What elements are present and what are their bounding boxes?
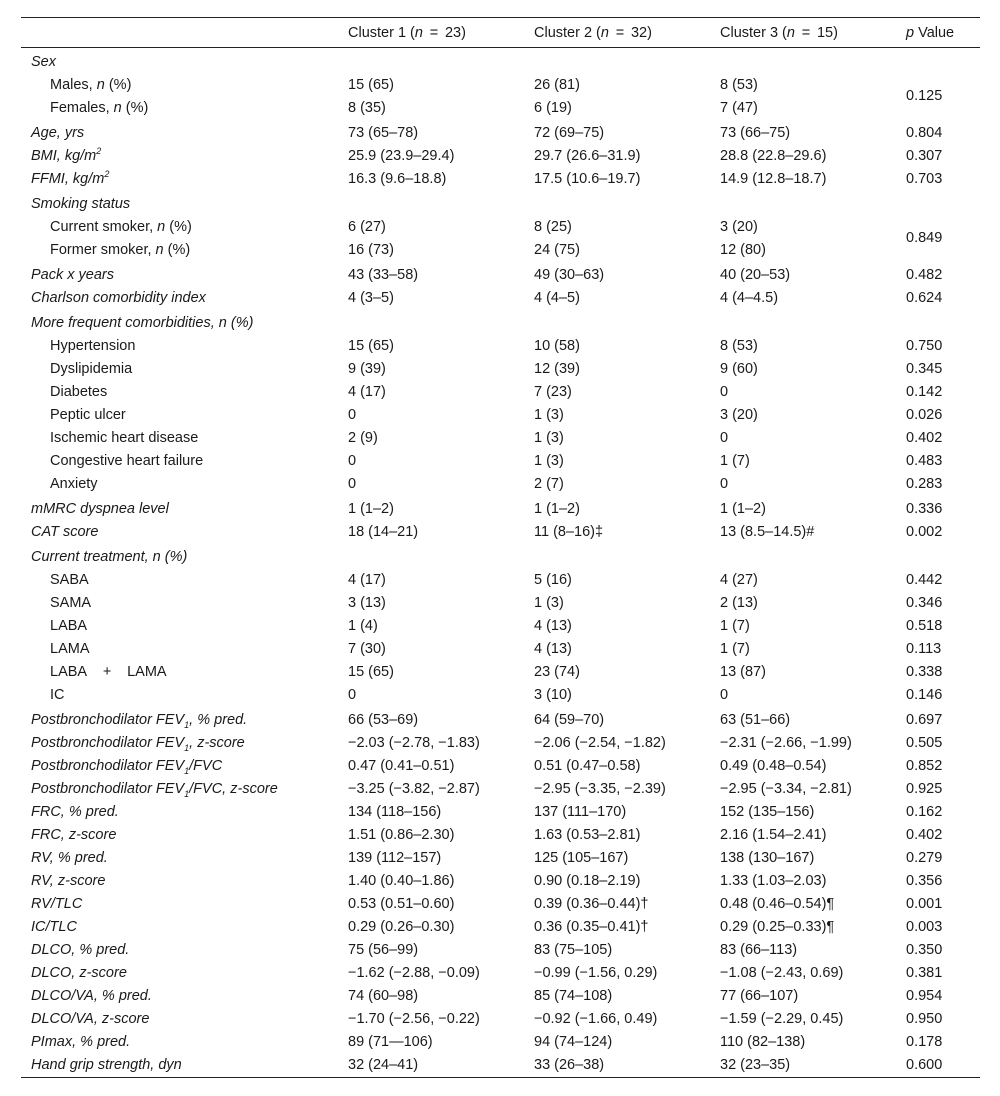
cell-cluster-3: 0	[720, 429, 729, 446]
cell-cluster-1: 7 (30)	[348, 640, 386, 657]
row-label: Diabetes	[50, 383, 108, 400]
row-label	[21, 73, 338, 96]
row-ic	[21, 683, 980, 706]
cell-cluster-1: 4 (3–5)	[348, 289, 394, 306]
label-text: FFMI, kg/m	[31, 170, 105, 187]
cell-cluster-2: 64 (59–70)	[534, 711, 605, 728]
cell-p-value: 0.849	[906, 230, 943, 246]
header-variable	[21, 18, 338, 48]
cell-cluster-1: 0	[348, 686, 357, 703]
row-label: Congestive heart failure	[50, 452, 204, 469]
header-cluster-1-pre: Cluster 1 (	[348, 24, 415, 41]
row-hand-grip	[21, 1053, 980, 1078]
row-label	[21, 238, 338, 261]
label-suffix: , % pred.	[189, 711, 248, 728]
row-label: DLCO, z-score	[31, 964, 127, 981]
label-text: Former smoker,	[50, 241, 156, 258]
cell-cluster-3: 1 (1–2)	[720, 500, 766, 517]
cell-cluster-1: 2 (9)	[348, 429, 378, 446]
row-label: Hypertension	[50, 337, 136, 354]
row-bmi	[21, 144, 980, 167]
row-sex	[21, 48, 980, 74]
label-part-a: LABA	[50, 663, 88, 680]
row-label: Pack x years	[31, 266, 114, 283]
cell-p-value: 0.001	[906, 895, 943, 912]
cell-cluster-1: 1.40 (0.40–1.86)	[348, 872, 455, 889]
cell-cluster-3: 2.16 (1.54–2.41)	[720, 826, 827, 843]
cell-cluster-1: 0.47 (0.41–0.51)	[348, 757, 455, 774]
header-cluster-3-pre: Cluster 3 (	[720, 24, 787, 41]
row-pimax	[21, 1030, 980, 1053]
cell-cluster-3: −1.08 (−2.43, 0.69)	[720, 964, 844, 981]
cell-cluster-3: 1 (7)	[720, 617, 750, 634]
cell-cluster-3: 4 (27)	[720, 571, 758, 588]
cell-cluster-3: 7 (47)	[720, 99, 758, 116]
row-fev1-fvc-z	[21, 777, 980, 800]
row-mmrc	[21, 495, 980, 520]
cell-p-value: 0.402	[906, 429, 943, 446]
cell-cluster-3: 152 (135–156)	[720, 803, 815, 820]
cell-cluster-1: 15 (65)	[348, 663, 394, 680]
cell-cluster-3: 1.33 (1.03–2.03)	[720, 872, 827, 889]
row-label: IC	[50, 686, 65, 703]
cell-cluster-1: 74 (60–98)	[348, 987, 419, 1004]
label-subscript: 1	[184, 719, 190, 730]
label-suffix: (%)	[165, 218, 192, 235]
cell-cluster-3: −1.59 (−2.29, 0.45)	[720, 1010, 844, 1027]
label-text: Current smoker,	[50, 218, 158, 235]
label-text: BMI, kg/m	[31, 147, 97, 164]
label-part-b: LAMA	[127, 663, 167, 680]
row-laba	[21, 614, 980, 637]
cell-cluster-3: 0	[720, 686, 729, 703]
row-label: FRC, % pred.	[31, 803, 119, 820]
label-suffix: (%)	[104, 76, 132, 93]
cell-cluster-2: 125 (105–167)	[534, 849, 629, 866]
row-hypertension	[21, 334, 980, 357]
cell-cluster-3: 3 (20)	[720, 406, 758, 423]
label-plus: +	[102, 663, 112, 680]
group-label-sex: Sex	[31, 53, 56, 70]
cell-cluster-1: 134 (118–156)	[348, 803, 442, 820]
header-cluster-2-n: n	[600, 24, 609, 41]
cell-cluster-2: −2.95 (−3.35, −2.39)	[534, 780, 666, 797]
cell-cluster-1: 16 (73)	[348, 241, 394, 258]
cell-p-value: 0.345	[906, 360, 943, 377]
row-label: CAT score	[31, 523, 99, 540]
row-males	[21, 73, 980, 96]
cell-p-value: 0.338	[906, 663, 943, 680]
cell-p-value: 0.483	[906, 452, 943, 469]
row-laba-lama	[21, 660, 980, 683]
row-label	[21, 660, 338, 683]
label-text: Females,	[50, 99, 114, 116]
cell-cluster-2: 3 (10)	[534, 686, 572, 703]
cell-cluster-2: 1 (3)	[534, 594, 564, 611]
label-n: n	[157, 218, 166, 235]
cell-cluster-2: 137 (111–170)	[534, 803, 627, 820]
cell-cluster-2: 1 (3)	[534, 452, 564, 469]
label-text: Males,	[50, 76, 97, 93]
cell-cluster-1: 1 (4)	[348, 617, 378, 634]
cell-cluster-3: 12 (80)	[720, 241, 766, 258]
cell-cluster-3: 28.8 (22.8–29.6)	[720, 147, 827, 164]
header-cluster-1-eq: =	[429, 24, 439, 41]
row-label: DLCO/VA, % pred.	[31, 987, 152, 1004]
label-suffix: /FVC	[189, 757, 223, 774]
row-anxiety	[21, 472, 980, 495]
cell-p-value: 0.002	[906, 523, 943, 540]
cell-cluster-3: 40 (20–53)	[720, 266, 791, 283]
label-superscript: 2	[104, 168, 110, 179]
cell-p-value: 0.113	[906, 640, 942, 657]
row-label	[21, 215, 338, 238]
cell-cluster-1: 0	[348, 406, 357, 423]
cell-cluster-2: 1 (3)	[534, 406, 564, 423]
row-label: Anxiety	[50, 475, 98, 492]
row-label: Charlson comorbidity index	[31, 289, 206, 306]
cell-cluster-1: 0.53 (0.51–0.60)	[348, 895, 455, 912]
row-label: RV/TLC	[31, 895, 83, 912]
label-suffix: (%)	[121, 99, 149, 116]
row-cat-score	[21, 520, 980, 543]
header-cluster-2-eq: =	[615, 24, 625, 41]
cell-cluster-2: 2 (7)	[534, 475, 564, 492]
cell-cluster-3: 138 (130–167)	[720, 849, 815, 866]
row-ischemic-heart-disease	[21, 426, 980, 449]
row-dlco-z	[21, 961, 980, 984]
cell-cluster-3: 77 (66–107)	[720, 987, 799, 1004]
header-cluster-1-val: 23)	[444, 24, 466, 41]
cell-cluster-3: 1 (7)	[720, 640, 750, 657]
cell-cluster-2: −0.92 (−1.66, 0.49)	[534, 1010, 658, 1027]
row-label: Peptic ulcer	[50, 406, 126, 423]
row-label: RV, z-score	[31, 872, 106, 889]
cell-cluster-1: 4 (17)	[348, 571, 386, 588]
row-congestive-heart-failure	[21, 449, 980, 472]
cell-cluster-2: 83 (75–105)	[534, 941, 613, 958]
table-header-row	[21, 18, 980, 48]
row-label	[21, 167, 338, 190]
row-dyslipidemia	[21, 357, 980, 380]
cell-p-value: 0.482	[906, 266, 943, 283]
row-former-smoker	[21, 238, 980, 261]
cell-cluster-2: 0.36 (0.35–0.41)†	[534, 918, 649, 935]
row-label	[21, 144, 338, 167]
cell-cluster-3: 13 (8.5–14.5)#	[720, 523, 815, 540]
cell-p-value: 0.750	[906, 337, 943, 354]
cell-cluster-1: 0.29 (0.26–0.30)	[348, 918, 455, 935]
cell-cluster-1: 9 (39)	[348, 360, 386, 377]
row-label	[21, 754, 338, 777]
cell-p-value: 0.279	[906, 849, 943, 866]
row-label: mMRC dyspnea level	[31, 500, 169, 517]
row-age	[21, 119, 980, 144]
cell-cluster-2: 0.90 (0.18–2.19)	[534, 872, 641, 889]
cell-cluster-1: 139 (112–157)	[348, 849, 442, 866]
cell-p-value: 0.003	[906, 918, 943, 935]
cell-p-value: 0.518	[906, 617, 943, 634]
row-label: LABA	[50, 617, 88, 634]
row-females	[21, 96, 980, 119]
row-ffmi	[21, 167, 980, 190]
header-p-rest: Value	[914, 24, 955, 41]
row-label: SABA	[50, 571, 89, 588]
header-cluster-3-val: 15)	[816, 24, 838, 41]
row-fev1-pred	[21, 706, 980, 731]
cell-cluster-2: 4 (13)	[534, 617, 572, 634]
cell-cluster-2: 4 (13)	[534, 640, 572, 657]
cell-cluster-2: 94 (74–124)	[534, 1033, 613, 1050]
cell-cluster-3: 0.48 (0.46–0.54)¶	[720, 895, 835, 912]
cell-cluster-3: 0.49 (0.48–0.54)	[720, 757, 827, 774]
header-p-value	[892, 18, 980, 48]
cell-cluster-3: 0	[720, 383, 729, 400]
cell-cluster-2: 85 (74–108)	[534, 987, 613, 1004]
cell-cluster-1: −2.03 (−2.78, −1.83)	[348, 734, 480, 751]
label-text: Postbronchodilator FEV	[31, 757, 185, 774]
cell-p-value: 0.505	[906, 734, 943, 751]
cell-p-value: 0.697	[906, 711, 943, 728]
cell-p-value: 0.142	[906, 383, 943, 400]
header-cluster-1-n: n	[414, 24, 423, 41]
label-n: n	[155, 241, 164, 258]
cell-cluster-1: 1.51 (0.86–2.30)	[348, 826, 455, 843]
label-text: Postbronchodilator FEV	[31, 734, 185, 751]
cell-p-value: 0.703	[906, 170, 943, 187]
row-current-smoker	[21, 215, 980, 238]
row-pack-years	[21, 261, 980, 286]
cell-p-value: 0.954	[906, 987, 943, 1004]
cell-p-value: 0.178	[906, 1033, 943, 1050]
cell-p-value: 0.336	[906, 500, 943, 517]
cell-cluster-2: 12 (39)	[534, 360, 580, 377]
cell-cluster-3: 3 (20)	[720, 218, 758, 235]
header-cluster-3-n: n	[786, 24, 795, 41]
row-label: DLCO/VA, z-score	[31, 1010, 150, 1027]
label-subscript: 1	[184, 742, 190, 753]
cell-cluster-1: 32 (24–41)	[338, 1053, 524, 1078]
label-text: Postbronchodilator FEV	[31, 711, 185, 728]
cell-cluster-3: 9 (60)	[720, 360, 758, 377]
label-subscript: 1	[184, 788, 190, 799]
cell-cluster-3: 32 (23–35)	[710, 1053, 892, 1078]
cell-cluster-1: 18 (14–21)	[348, 523, 419, 540]
cell-cluster-3: 63 (51–66)	[720, 711, 791, 728]
header-cluster-3	[710, 18, 892, 48]
row-label: DLCO, % pred.	[31, 941, 130, 958]
cell-cluster-2: 7 (23)	[534, 383, 572, 400]
cell-cluster-1: 73 (65–78)	[348, 124, 419, 141]
cell-cluster-1: 89 (71—106)	[348, 1033, 433, 1050]
cell-p-value: 0.283	[906, 475, 943, 492]
row-label: Hand grip strength, dyn	[21, 1053, 338, 1078]
row-rv-z	[21, 869, 980, 892]
cell-cluster-3: 73 (66–75)	[720, 124, 791, 141]
cell-cluster-1: 16.3 (9.6–18.8)	[348, 170, 447, 187]
label-superscript: 2	[96, 145, 102, 156]
cell-cluster-3: 4 (4–4.5)	[720, 289, 779, 306]
table-container	[21, 17, 980, 1078]
row-rv-tlc	[21, 892, 980, 915]
row-fev1-z	[21, 731, 980, 754]
cell-p-value: 0.925	[906, 780, 943, 797]
row-label	[21, 777, 338, 800]
cell-cluster-3: 83 (66–113)	[720, 941, 798, 958]
row-saba	[21, 568, 980, 591]
cell-cluster-2: 10 (58)	[534, 337, 580, 354]
cell-cluster-3: 8 (53)	[720, 337, 758, 354]
cell-cluster-2: 1 (1–2)	[534, 500, 580, 517]
cell-p-value: 0.162	[906, 803, 943, 820]
row-dlcova-z	[21, 1007, 980, 1030]
row-label	[21, 706, 338, 731]
cell-cluster-2: −0.99 (−1.56, 0.29)	[534, 964, 658, 981]
cell-cluster-2: 8 (25)	[534, 218, 572, 235]
row-label	[21, 731, 338, 754]
cell-cluster-2: 23 (74)	[534, 663, 580, 680]
row-comorbidities	[21, 309, 980, 334]
cell-cluster-2: 6 (19)	[534, 99, 572, 116]
cell-cluster-1: 8 (35)	[348, 99, 386, 116]
cell-cluster-1: 15 (65)	[348, 76, 394, 93]
cell-cluster-1: 1 (1–2)	[348, 500, 394, 517]
row-sama	[21, 591, 980, 614]
cell-cluster-1: 0	[348, 452, 357, 469]
cell-cluster-2: 24 (75)	[534, 241, 580, 258]
cell-cluster-2: −2.06 (−2.54, −1.82)	[534, 734, 666, 751]
cell-cluster-2: 1 (3)	[534, 429, 564, 446]
label-text: Postbronchodilator FEV	[31, 780, 185, 797]
cell-cluster-3: 8 (53)	[720, 76, 758, 93]
cell-cluster-2: 26 (81)	[534, 76, 580, 93]
cell-p-value: 0.950	[906, 1010, 943, 1027]
row-frc-z	[21, 823, 980, 846]
cell-p-value: 0.356	[906, 872, 943, 889]
group-label-comorbidities: More frequent comorbidities, n (%)	[31, 314, 254, 331]
cell-cluster-1: 6 (27)	[348, 218, 386, 235]
row-smoking-status	[21, 190, 980, 215]
cell-cluster-2: 4 (4–5)	[534, 289, 580, 306]
row-dlco-pred	[21, 938, 980, 961]
cell-cluster-3: 0	[720, 475, 729, 492]
cell-p-value: 0.852	[906, 757, 943, 774]
header-cluster-2-val: 32)	[630, 24, 652, 41]
cell-p-value: 0.600	[892, 1053, 980, 1078]
row-frc-pred	[21, 800, 980, 823]
cell-cluster-1: 0	[348, 475, 357, 492]
label-n: n	[113, 99, 122, 116]
cell-p-value: 0.307	[906, 147, 943, 164]
label-suffix: (%)	[163, 241, 191, 258]
cell-cluster-1: 3 (13)	[348, 594, 386, 611]
row-dlcova-pred	[21, 984, 980, 1007]
cell-cluster-2: 1.63 (0.53–2.81)	[534, 826, 641, 843]
label-n: n	[96, 76, 105, 93]
cell-cluster-2: 33 (26–38)	[524, 1053, 710, 1078]
header-cluster-2-pre: Cluster 2 (	[534, 24, 601, 41]
cell-p-value: 0.442	[906, 571, 943, 588]
row-lama	[21, 637, 980, 660]
cell-cluster-2: 0.39 (0.36–0.44)†	[534, 895, 649, 912]
cell-cluster-3: 14.9 (12.8–18.7)	[720, 170, 827, 187]
row-ic-tlc	[21, 915, 980, 938]
cell-cluster-3: 110 (82–138)	[720, 1033, 806, 1050]
row-charlson	[21, 286, 980, 309]
row-diabetes	[21, 380, 980, 403]
cell-cluster-1: −1.62 (−2.88, −0.09)	[348, 964, 480, 981]
header-cluster-3-eq: =	[801, 24, 811, 41]
label-suffix: , z-score	[189, 734, 245, 751]
row-label: Dyslipidemia	[50, 360, 133, 377]
cell-p-value: 0.346	[906, 594, 943, 611]
cell-cluster-3: 0.29 (0.25–0.33)¶	[720, 918, 835, 935]
row-fev1-fvc	[21, 754, 980, 777]
header-cluster-1	[338, 18, 524, 48]
cell-p-value: 0.026	[906, 406, 943, 423]
group-label-treatment: Current treatment, n (%)	[31, 548, 188, 565]
row-label: PImax, % pred.	[31, 1033, 131, 1050]
cell-p-value: 0.125	[906, 88, 943, 104]
cell-cluster-3: 1 (7)	[720, 452, 750, 469]
cell-p-value: 0.381	[906, 964, 943, 981]
row-current-treatment	[21, 543, 980, 568]
cell-cluster-2: 11 (8–16)‡	[534, 523, 604, 540]
row-peptic-ulcer	[21, 403, 980, 426]
cell-cluster-2: 17.5 (10.6–19.7)	[534, 170, 641, 187]
row-label: RV, % pred.	[31, 849, 108, 866]
row-label: IC/TLC	[31, 918, 77, 935]
cell-cluster-1: 43 (33–58)	[348, 266, 419, 283]
cell-cluster-2: 0.51 (0.47–0.58)	[534, 757, 641, 774]
row-label: Age, yrs	[31, 124, 85, 141]
cell-p-value: 0.402	[906, 826, 943, 843]
cell-cluster-2: 49 (30–63)	[534, 266, 605, 283]
cell-cluster-1: −3.25 (−3.82, −2.87)	[348, 780, 480, 797]
cell-p-value: 0.350	[906, 941, 943, 958]
cell-cluster-1: 75 (56–99)	[348, 941, 419, 958]
cell-p-value: 0.804	[906, 124, 943, 141]
cell-cluster-2: 72 (69–75)	[534, 124, 605, 141]
row-label	[21, 96, 338, 119]
header-cluster-2	[524, 18, 710, 48]
header-p: p	[906, 24, 915, 41]
cell-cluster-1: 15 (65)	[348, 337, 394, 354]
label-suffix: /FVC, z-score	[189, 780, 278, 797]
cell-cluster-2: 29.7 (26.6–31.9)	[534, 147, 641, 164]
row-label: Ischemic heart disease	[50, 429, 199, 446]
row-rv-pred	[21, 846, 980, 869]
row-label: FRC, z-score	[31, 826, 117, 843]
cell-cluster-3: −2.95 (−3.34, −2.81)	[720, 780, 852, 797]
cell-cluster-3: −2.31 (−2.66, −1.99)	[720, 734, 852, 751]
row-label: LAMA	[50, 640, 90, 657]
cell-cluster-3: 13 (87)	[720, 663, 766, 680]
row-label: SAMA	[50, 594, 92, 611]
cell-p-value: 0.624	[906, 289, 943, 306]
cell-cluster-3: 2 (13)	[720, 594, 758, 611]
cell-cluster-2: 5 (16)	[534, 571, 572, 588]
cell-cluster-1: 4 (17)	[348, 383, 386, 400]
cell-cluster-1: 25.9 (23.9–29.4)	[348, 147, 455, 164]
cell-cluster-1: −1.70 (−2.56, −0.22)	[348, 1010, 480, 1027]
cell-p-value: 0.146	[906, 686, 943, 703]
cluster-characteristics-table	[21, 17, 980, 1078]
group-label-smoking: Smoking status	[31, 195, 131, 212]
label-subscript: 1	[184, 765, 190, 776]
cell-cluster-1: 66 (53–69)	[348, 711, 419, 728]
